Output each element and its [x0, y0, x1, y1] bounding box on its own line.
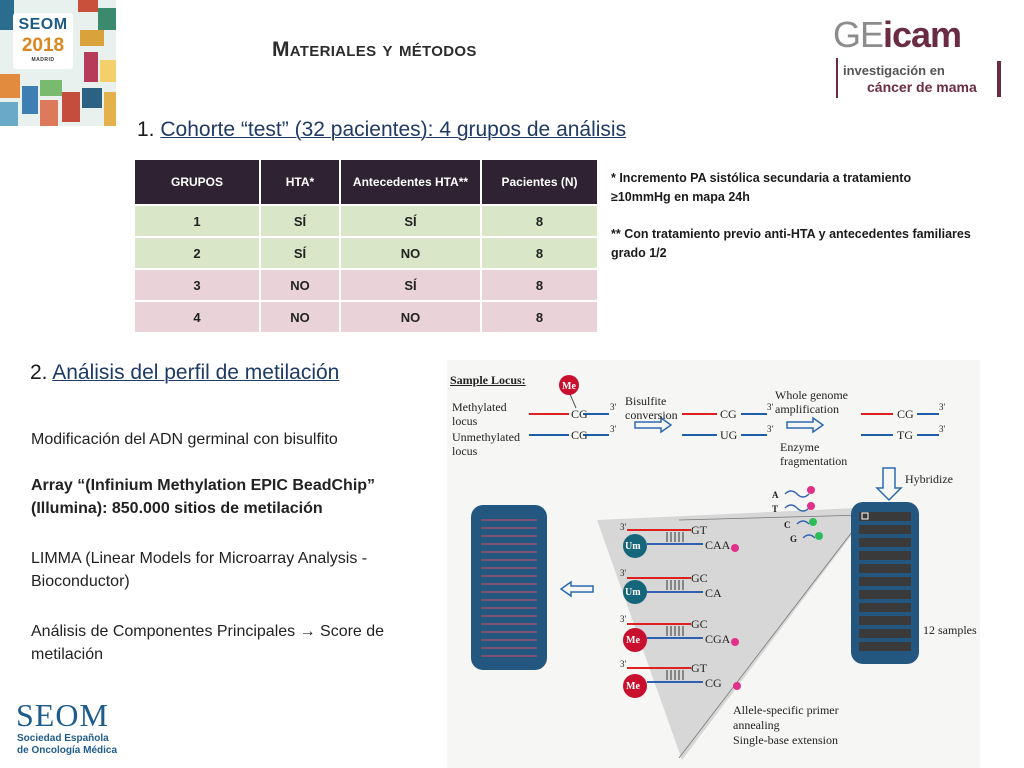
fig-probe-cg: CG — [705, 676, 722, 690]
section2-heading — [30, 361, 339, 385]
paragraph-bisulfite: Modificación del ADN germinal con bisulfito — [31, 431, 338, 448]
table-cell: NO — [341, 238, 480, 268]
table-cell: SÍ — [261, 238, 339, 268]
table-cell: NO — [341, 302, 480, 332]
fig-3prime-2: 3' — [610, 424, 617, 434]
fig-3prime-1: 3' — [610, 402, 617, 412]
seom-2018-logo — [0, 0, 116, 126]
table-cell: 4 — [135, 302, 259, 332]
paragraph-pca: Análisis de Componentes Principales → Score de metilación — [31, 623, 385, 663]
fig-allele-label-1: Allele-specific primer — [733, 703, 839, 717]
methylation-figure — [447, 360, 980, 768]
fig-base-c: C — [784, 520, 791, 530]
table-cell: 8 — [482, 302, 597, 332]
geicam-tagline-1: investigación en — [843, 63, 945, 78]
table-cell: SÍ — [261, 206, 339, 236]
fig-probe-ca: CA — [705, 586, 722, 600]
seom-footer-name: SEOM — [16, 697, 109, 733]
table-cell: NO — [261, 270, 339, 300]
fig-sample-locus: Sample Locus: — [450, 373, 526, 387]
section1-heading — [137, 118, 626, 142]
fig-probe-3prime-1: 3' — [620, 522, 627, 532]
paragraph-limma: LIMMA (Linear Models for Microarray Analysis - Bioconductor) — [31, 550, 368, 590]
fig-cg-2: CG — [571, 428, 588, 442]
section2-number: 2. — [30, 361, 48, 384]
fig-me-top: Me — [562, 381, 576, 392]
geicam-tagline-2: cáncer de mama — [867, 79, 977, 95]
fig-enzyme-label: Enzyme fragmentation — [780, 440, 848, 468]
section2-heading-text: Análisis del perfil de metilación — [52, 361, 340, 384]
logo-seom-text: SEOM — [18, 16, 68, 33]
table-row — [135, 302, 597, 332]
fig-probe-cga: CGA — [705, 632, 731, 646]
fig-base-a: A — [772, 490, 779, 500]
fig-hybridize-label: Hybridize — [905, 472, 953, 486]
geicam-ge: GE — [833, 14, 884, 55]
table-row — [135, 206, 597, 236]
seom-footer-line1: Sociedad Española — [17, 733, 109, 744]
table-cell: 1 — [135, 206, 259, 236]
groups-table — [133, 158, 599, 334]
fig-ug: UG — [720, 428, 738, 442]
fig-probe-gt-1: GT — [691, 523, 707, 537]
fig-base-t: T — [772, 504, 779, 514]
fig-me-2: Me — [626, 681, 640, 692]
footnote-antecedentes: ** Con tratamiento previo anti-HTA y antecedentes familiares grado 1/2 — [611, 227, 971, 260]
fig-methylated-label: Methylated locus — [452, 400, 507, 428]
geicam-right-bar — [997, 61, 1001, 97]
fig-bisulfite-label: Bisulfite conversion — [625, 394, 678, 422]
fig-probe-3prime-3: 3' — [620, 614, 627, 624]
fig-3prime-6: 3' — [939, 424, 946, 434]
table-cell: 8 — [482, 270, 597, 300]
table-cell: 8 — [482, 206, 597, 236]
geicam-wordmark — [833, 14, 961, 56]
table-row — [135, 238, 597, 268]
fig-me-1: Me — [626, 635, 640, 646]
fig-3prime-3: 3' — [767, 402, 774, 412]
fig-um-2: Um — [625, 587, 641, 598]
page-title: Materiales y métodos — [272, 38, 477, 61]
fig-3prime-5: 3' — [939, 402, 946, 412]
fig-cg-3: CG — [720, 407, 737, 421]
table-cell: 2 — [135, 238, 259, 268]
fig-cg-4: CG — [897, 407, 914, 421]
paragraph-array: Array “(Infinium Methylation EPIC BeadChip” (Illumina): 850.000 sitios de metilación — [31, 477, 376, 517]
table-cell: 8 — [482, 238, 597, 268]
logo-year-text: 2018 — [21, 35, 65, 56]
table-header-pacientes: Pacientes (N) — [482, 160, 597, 204]
logo-city-text: MADRID — [31, 57, 55, 63]
table-cell: SÍ — [341, 270, 480, 300]
geicam-logo — [833, 14, 1003, 98]
fig-wga-label: Whole genome amplification — [775, 388, 848, 416]
geicam-left-bar — [836, 58, 838, 98]
table-header-hta: HTA* — [261, 160, 339, 204]
geicam-icam: icam — [883, 14, 962, 55]
fig-cg-1: CG — [571, 407, 588, 421]
fig-probe-3prime-2: 3' — [620, 568, 627, 578]
fig-um-1: Um — [625, 541, 641, 552]
section1-number: 1. — [137, 118, 155, 141]
footnote-hta: * Incremento PA sistólica secundaria a tratamiento ≥10mmHg en mapa 24h — [611, 171, 912, 204]
fig-tg: TG — [897, 428, 913, 442]
table-cell: 3 — [135, 270, 259, 300]
section1-heading-text: Cohorte “test” (32 pacientes): 4 grupos de análisis — [160, 118, 627, 141]
table-header-grupos: GRUPOS — [135, 160, 259, 204]
table-cell: SÍ — [341, 206, 480, 236]
table-header-row — [135, 160, 597, 204]
fig-3prime-4: 3' — [767, 424, 774, 434]
fig-samples-label: 12 samples — [923, 623, 977, 637]
table-cell: NO — [261, 302, 339, 332]
fig-probe-caa: CAA — [705, 538, 731, 552]
table-row — [135, 270, 597, 300]
fig-allele-label-2: annealing — [733, 718, 780, 732]
fig-unmethylated-label: Unmethylated locus — [452, 430, 520, 458]
seom-footer-line2: de Oncología Médica — [17, 745, 118, 756]
fig-base-g: G — [790, 534, 798, 544]
fig-probe-3prime-4: 3' — [620, 659, 627, 669]
fig-probe-gc-2: GC — [691, 617, 708, 631]
seom-footer-logo — [16, 697, 126, 761]
fig-probe-gc-1: GC — [691, 571, 708, 585]
fig-sbe-label: Single-base extension — [733, 733, 838, 747]
table-header-antecedentes: Antecedentes HTA** — [341, 160, 480, 204]
fig-probe-gt-2: GT — [691, 661, 707, 675]
